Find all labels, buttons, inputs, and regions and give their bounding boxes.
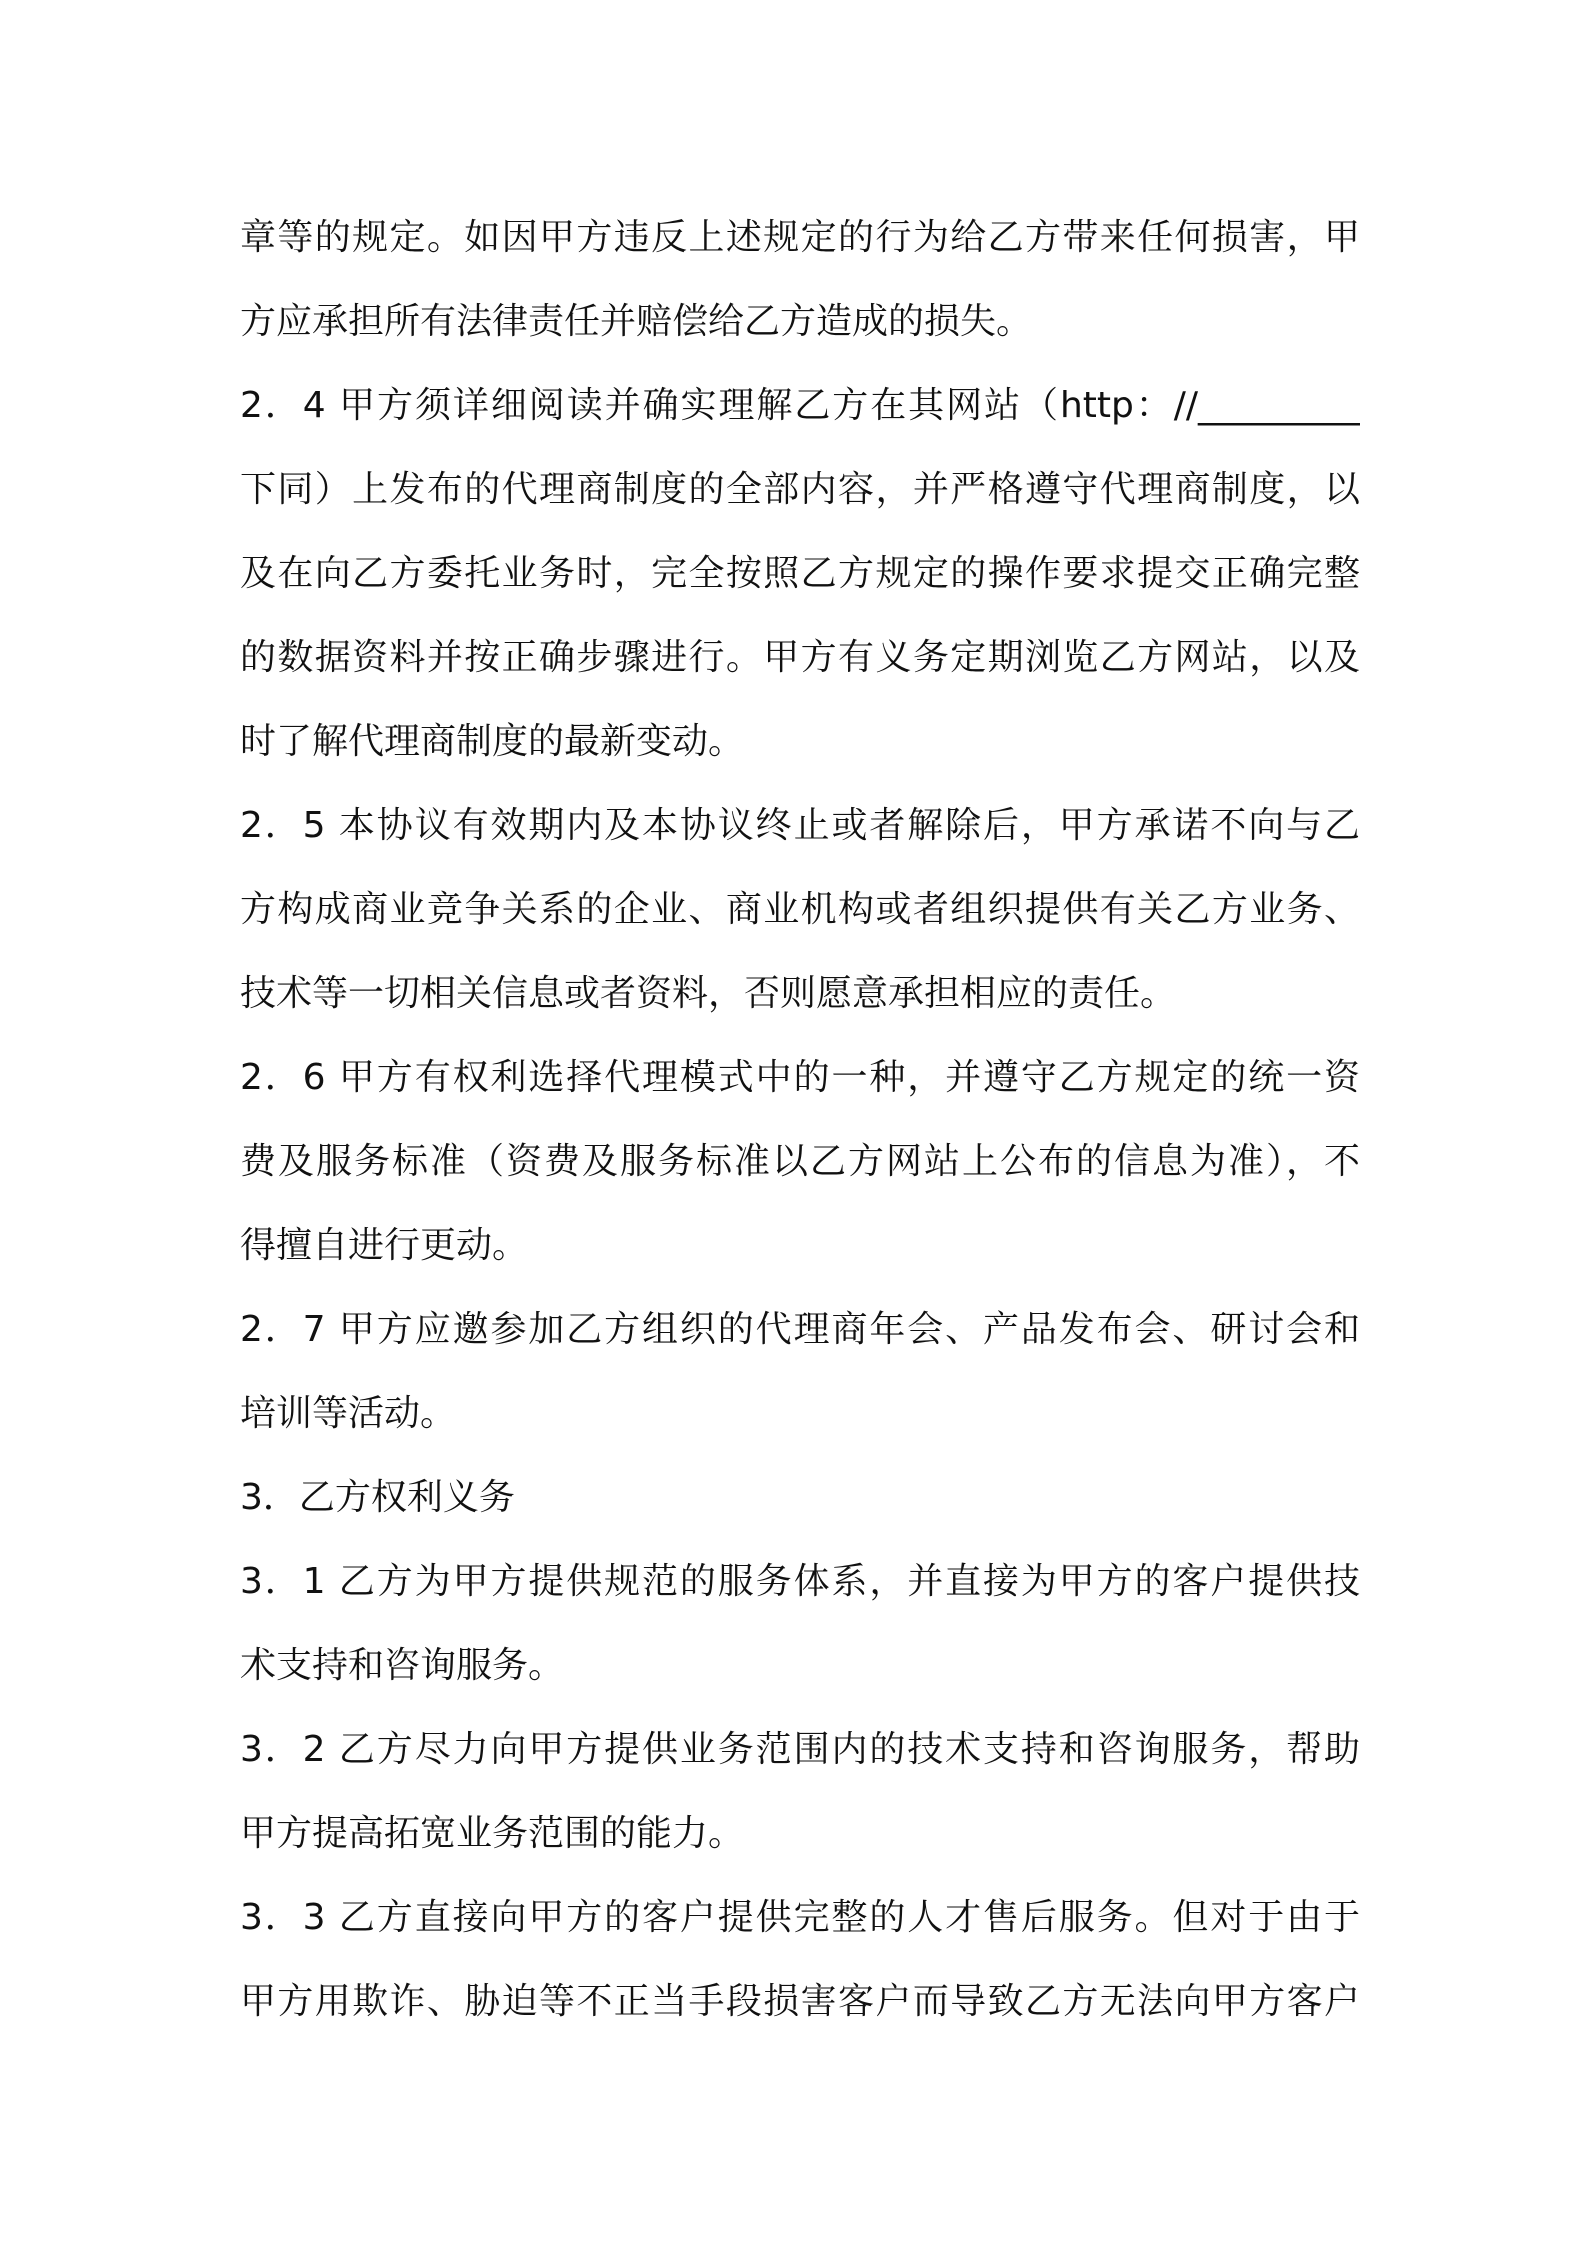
paragraph-line: 得擅自进行更动。 [240,1225,529,1266]
paragraph-line: 及在向乙方委托业务时，完全按照乙方规定的操作要求提交正确完整 [240,553,1360,594]
paragraph-line: 培训等活动。 [240,1393,457,1434]
paragraph-line: 章等的规定。如因甲方违反上述规定的行为给乙方带来任何损害，甲 [240,217,1360,258]
paragraph-line: 甲方提高拓宽业务范围的能力。 [240,1813,745,1854]
section-heading: 3．乙方权利义务 [240,1477,515,1518]
paragraph-line: 技术等一切相关信息或者资料，否则愿意承担相应的责任。 [240,973,1177,1014]
paragraph-line: 2．7 甲方应邀参加乙方组织的代理商年会、产品发布会、研讨会和 [240,1309,1360,1350]
paragraph-line: 3．2 乙方尽力向甲方提供业务范围内的技术支持和咨询服务，帮助 [240,1729,1360,1770]
paragraph-line: 方应承担所有法律责任并赔偿给乙方造成的损失。 [240,301,1033,342]
paragraph-line: 3．1 乙方为甲方提供规范的服务体系，并直接为甲方的客户提供技 [240,1561,1360,1602]
paragraph-line: 2．6 甲方有权利选择代理模式中的一种，并遵守乙方规定的统一资 [240,1057,1360,1098]
paragraph-line: 2．4 甲方须详细阅读并确实理解乙方在其网站（http：//_________ [240,385,1360,426]
paragraph-line: 方构成商业竞争关系的企业、商业机构或者组织提供有关乙方业务、 [240,889,1360,930]
paragraph-line: 下同）上发布的代理商制度的全部内容，并严格遵守代理商制度，以 [240,469,1360,510]
paragraph-line: 甲方用欺诈、胁迫等不正当手段损害客户而导致乙方无法向甲方客户 [240,1981,1360,2022]
paragraph-line: 的数据资料并按正确步骤进行。甲方有义务定期浏览乙方网站，以及 [240,637,1360,678]
document-body [240,196,1360,2044]
paragraph-line: 费及服务标准（资费及服务标准以乙方网站上公布的信息为准），不 [240,1141,1360,1182]
paragraph-line: 3．3 乙方直接向甲方的客户提供完整的人才售后服务。但对于由于 [240,1897,1360,1938]
paragraph-line: 时了解代理商制度的最新变动。 [240,721,745,762]
paragraph-line: 2．5 本协议有效期内及本协议终止或者解除后，甲方承诺不向与乙 [240,805,1360,846]
paragraph-line: 术支持和咨询服务。 [240,1645,565,1686]
